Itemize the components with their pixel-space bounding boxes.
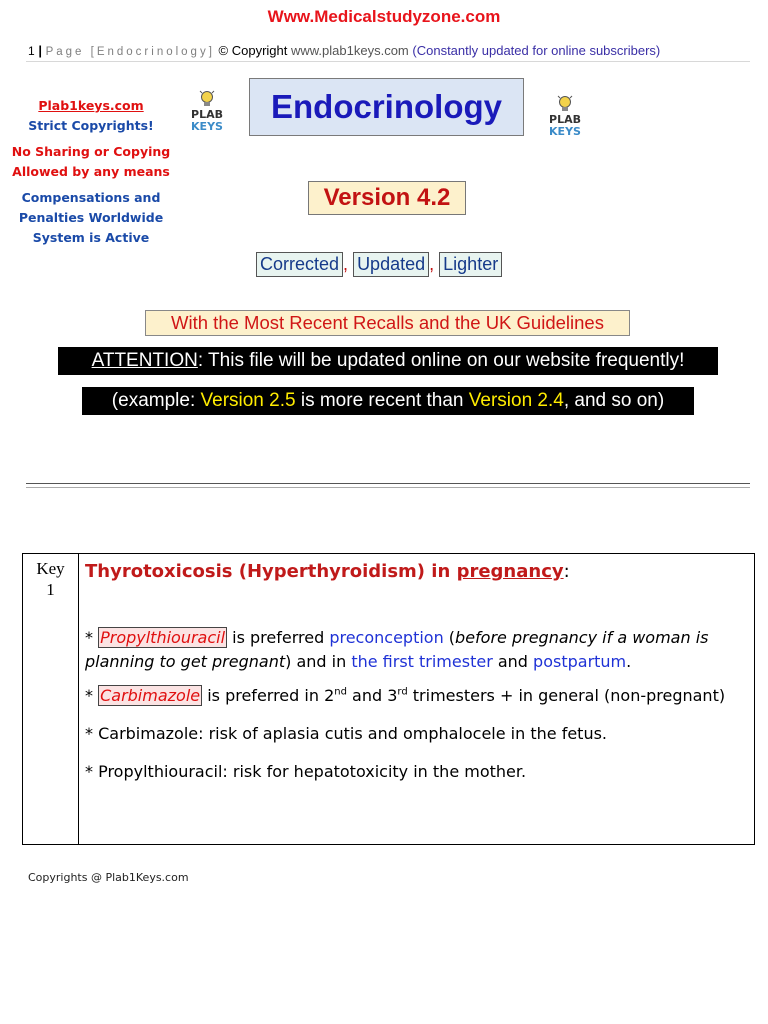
- copyright-notice: [8, 96, 174, 248]
- section-divider: [26, 483, 750, 484]
- p1-first-trimester: the first trimester: [351, 652, 493, 671]
- tag-corrected: Corrected: [256, 252, 343, 277]
- footer-copyright: Copyrights @ Plab1Keys.com: [28, 871, 189, 884]
- no-sharing-line-2: Allowed by any means: [12, 164, 170, 179]
- p1-text-e: .: [626, 652, 632, 671]
- no-sharing-line-1: No Sharing or Copying: [11, 144, 171, 159]
- plab-keys-logo-right: [545, 95, 585, 138]
- page-label: Page [Endocrinology]: [45, 46, 215, 58]
- example-prefix: (example:: [111, 390, 196, 411]
- key-point-2: [85, 684, 751, 708]
- logo-text-keys: KEYS: [549, 125, 581, 138]
- compensation-notice: [8, 188, 174, 248]
- p1-italic: before pregnancy if a woman is planning to get pregnant: [85, 628, 709, 671]
- example-version-new: Version 2.5: [200, 390, 296, 411]
- no-sharing-notice: [8, 142, 174, 182]
- p1-text-b: (: [443, 628, 456, 647]
- p1-text-c: ) and in: [285, 652, 352, 671]
- page-header: [28, 43, 660, 58]
- p1-postpartum: postpartum: [533, 652, 627, 671]
- p2-sup-rd: rd: [397, 686, 408, 698]
- key-title-main: Thyrotoxicosis (Hyperthyroidism) in: [85, 561, 457, 582]
- p2-text-a: is preferred in 2: [202, 686, 335, 705]
- lightbulb-icon: [199, 90, 215, 108]
- p1-text-d: and: [492, 652, 534, 671]
- header-separator: |: [38, 43, 42, 58]
- p2-text-c: trimesters + in general (non-pregnant): [407, 686, 726, 705]
- logo-text-keys: KEYS: [191, 120, 223, 133]
- compensation-line-1: Compensations and: [21, 190, 161, 205]
- strict-copyrights: Strict Copyrights!: [28, 118, 154, 133]
- recalls-banner: With the Most Recent Recalls and the UK Guidelines: [145, 310, 630, 336]
- p1-preconception: preconception: [329, 628, 444, 647]
- logo-text-plab: PLAB: [549, 113, 581, 126]
- key-content: [85, 560, 751, 784]
- key-label: Key: [36, 559, 65, 578]
- plab-keys-logo-left: [187, 90, 227, 133]
- key-point-4: * Propylthiouracil: risk for hepatotoxicity in the mother.: [85, 762, 527, 781]
- section-divider-shadow: [26, 487, 750, 488]
- key-number: 1: [46, 580, 55, 599]
- key-title-underlined: pregnancy: [456, 561, 564, 582]
- example-middle: is more recent than: [295, 390, 469, 411]
- site-title: Www.Medicalstudyzone.com: [267, 7, 501, 26]
- page-number: 1: [28, 44, 35, 58]
- key-number-cell: [23, 554, 79, 844]
- tag-lighter: Lighter: [439, 252, 502, 277]
- drug-propylthiouracil: Propylthiouracil: [100, 628, 226, 647]
- lightbulb-icon: [557, 95, 573, 113]
- version-example-banner: [82, 387, 694, 415]
- p2-text-b: and 3: [346, 686, 398, 705]
- header-url[interactable]: www.plab1keys.com: [290, 43, 409, 58]
- update-tags: [256, 252, 502, 277]
- document-title: Endocrinology: [249, 78, 524, 136]
- key-title-colon: :: [563, 561, 570, 582]
- left-site-link[interactable]: Plab1keys.com: [38, 98, 144, 113]
- bullet-star: *: [85, 628, 99, 647]
- logo-text-plab: PLAB: [191, 108, 223, 121]
- tag-updated: Updated: [353, 252, 429, 277]
- tag-separator: ,: [343, 254, 349, 274]
- p1-text-a: is preferred: [227, 628, 330, 647]
- key-point-1: [85, 626, 751, 674]
- tag-separator: ,: [429, 254, 435, 274]
- copyright-label: © Copyright: [218, 43, 288, 58]
- version-label: Version 4.2: [308, 181, 466, 215]
- drug-carbimazole: Carbimazole: [100, 686, 201, 705]
- compensation-line-2: Penalties Worldwide: [18, 210, 164, 225]
- example-version-old: Version 2.4: [468, 390, 564, 411]
- p2-sup-nd: nd: [334, 686, 347, 698]
- header-note: (Constantly updated for online subscribers): [412, 43, 661, 58]
- compensation-line-3: System is Active: [32, 230, 150, 245]
- attention-label: ATTENTION: [91, 350, 198, 371]
- attention-banner: [58, 347, 718, 375]
- key-table: [22, 553, 755, 845]
- key-title: [85, 560, 751, 584]
- attention-text: : This file will be updated online on our website frequently!: [197, 350, 685, 371]
- key-point-3: * Carbimazole: risk of aplasia cutis and omphalocele in the fetus.: [85, 724, 608, 743]
- example-suffix: , and so on): [563, 390, 665, 411]
- bullet-star: *: [85, 686, 99, 705]
- header-divider: [26, 61, 750, 62]
